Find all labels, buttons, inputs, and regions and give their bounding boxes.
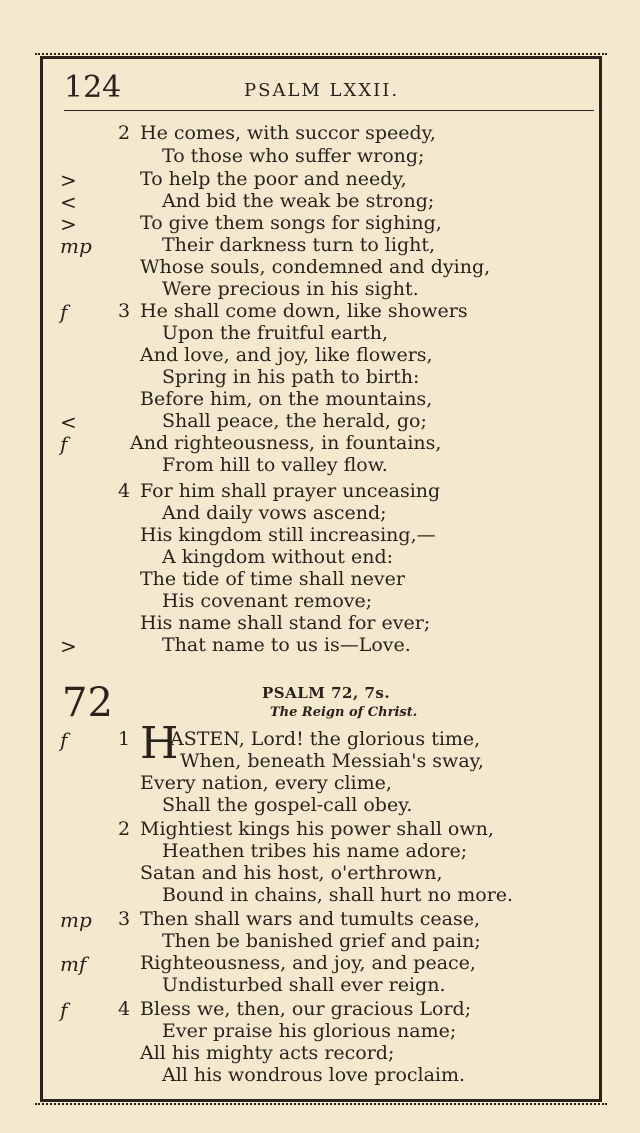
verse-line: All his wondrous love proclaim. [162,1064,466,1086]
verse-line: And love, and joy, like flowers, [140,344,433,366]
verse-line: Then shall wars and tumults cease, [140,908,481,930]
verse-line: Upon the fruitful earth, [162,322,389,344]
verse-line: Undisturbed shall ever reign. [162,974,446,996]
page-number: 124 [64,70,122,105]
verse-line: Mightiest kings his power shall own, [140,818,494,840]
stanza-number: 3 [118,300,131,322]
verse-line: Satan and his host, o'erthrown, [140,862,443,884]
hymn-number: 72 [62,680,113,726]
verse-line: Their darkness turn to light, [162,234,436,256]
verse-line: Shall the gospel-call obey. [162,794,413,816]
verse-line: Then be banished grief and pain; [162,930,481,952]
verse-number: 3 [118,908,131,930]
verse-line: When, beneath Messiah's sway, [180,750,484,772]
dynamic-mark: mf [60,952,87,976]
verse-line: His name shall stand for ever; [140,612,431,634]
verse-line: Before him, on the mountains, [140,388,433,410]
verse-line: The tide of time shall never [140,568,405,590]
dynamic-mark: > [60,212,77,236]
dynamic-mark: f [60,728,68,752]
running-title: PSALM LXXII. [244,80,400,101]
verse-line: Every nation, every clime, [140,772,392,794]
verse-line: Shall peace, the herald, go; [162,410,427,432]
verse-line: And daily vows ascend; [162,502,387,524]
verse-number: 2 [118,818,131,840]
verse-number: 1 [118,728,131,750]
verse-line: A kingdom without end: [162,546,394,568]
dynamic-mark: f [60,300,68,324]
verse-line: He comes, with succor speedy, [140,122,436,144]
header-rule [64,110,594,111]
verse-line: All his mighty acts record; [140,1042,395,1064]
dynamic-mark: < [60,410,77,434]
verse-line: And bid the weak be strong; [162,190,435,212]
verse-line: Bless we, then, our gracious Lord; [140,998,472,1020]
verse-line: ASTEN, Lord! the glorious time, [170,728,481,750]
hymn-subtitle: The Reign of Christ. [270,705,418,720]
verse-line: From hill to valley flow. [162,454,388,476]
hymn-title: PSALM 72, 7s. [262,684,391,702]
verse-line: For him shall prayer unceasing [140,480,441,502]
stanza-number: 4 [118,480,131,502]
verse-line: Ever praise his glorious name; [162,1020,457,1042]
verse-line: And righteousness, in fountains, [130,432,442,454]
verse-line: His kingdom still increasing,— [140,524,436,546]
verse-line: To give them songs for sighing, [140,212,442,234]
stanza-number: 2 [118,122,131,144]
verse-number: 4 [118,998,131,1020]
dynamic-mark: f [60,432,68,456]
page-header [64,70,594,110]
verse-line: Righteousness, and joy, and peace, [140,952,476,974]
dynamic-mark: f [60,998,68,1022]
dynamic-mark: mp [60,234,92,258]
dynamic-mark: mp [60,908,92,932]
verse-line: Whose souls, condemned and dying, [140,256,491,278]
verse-line: Were precious in his sight. [162,278,419,300]
verse-line: He shall come down, like showers [140,300,468,322]
verse-line: Bound in chains, shall hurt no more. [162,884,514,906]
verse-line: Heathen tribes his name adore; [162,840,468,862]
verse-line: To those who suffer wrong; [162,145,425,167]
verse-line: That name to us is—Love. [162,634,411,656]
verse-line: Spring in his path to birth: [162,366,420,388]
verse-line: His covenant remove; [162,590,373,612]
dynamic-mark: > [60,634,77,658]
verse-line: To help the poor and needy, [140,168,407,190]
dynamic-mark: > [60,168,77,192]
drop-cap: H [140,718,179,769]
dynamic-mark: < [60,190,77,214]
